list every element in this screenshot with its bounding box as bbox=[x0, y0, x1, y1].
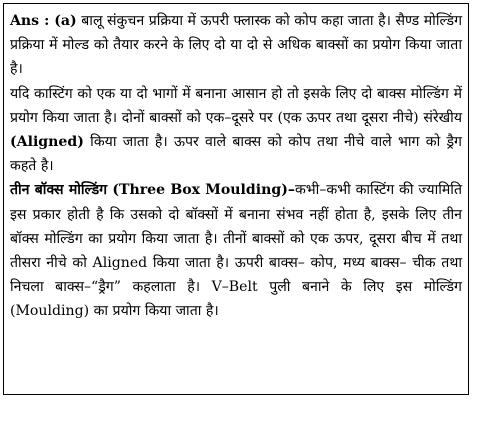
answer-paragraph-1-text: बालू संकुचन प्रक्रिया में ऊपरी फ्लास्क को कोप कहा जाता है। सैण्ड मोल्डिंग प्रक्रिया में मोल्ड को तैयार करने के लिए दो या दो से अधिक बाक्सों का प्रयोग किया जाता है। bbox=[10, 13, 463, 78]
answer-label: Ans : (a) bbox=[10, 13, 77, 29]
answer-paragraph-2 bbox=[10, 82, 462, 179]
answer-paragraph-2-text-start: यदि कास्टिंग को एक या दो भागों में बनाना आसान हो तो इसके लिए दो बाक्स मोल्डिंग में प्रयोग किया जाता है। दोनों बाक्सों को एक–दूसरे पर (एक ऊपर तथा दूसरा नीचे) संरेखीय bbox=[10, 85, 462, 126]
answer-paragraph-1 bbox=[10, 9, 462, 82]
answer-paragraph-3 bbox=[10, 178, 462, 323]
aligned-term: (Aligned) bbox=[10, 134, 84, 151]
three-box-moulding-heading: तीन बॉक्स मोल्डिंग (Three Box Moulding)– bbox=[10, 182, 295, 199]
answer-box bbox=[3, 3, 469, 395]
answer-paragraph-3-text: कभी–कभी कास्टिंग की ज्यामिति इस प्रकार होती है कि उसको दो बॉक्सों में बनाना संभव नहीं होता है, इसके लिए तीन बॉक्स मोल्डिंग का प्रयोग किया जाता है। तीनों बाक्सों को एक ऊपर, दूसरा बीच में तथा तीसरा नीचे को Aligned किया जाता है। ऊपरी बाक्स– कोप, मध्य बाक्स– चीक तथा निचला बाक्स–“ड्रैग” कहलाता है। V–Belt पुली बनाने के लिए इस मोल्डिंग (Moulding) का प्रयोग किया जाता है। bbox=[10, 182, 462, 320]
answer-paragraph-2-text-end: किया जाता है। ऊपर वाले बाक्स को कोप तथा नीचे वाले भाग को ड्रैग कहते है। bbox=[10, 134, 462, 175]
